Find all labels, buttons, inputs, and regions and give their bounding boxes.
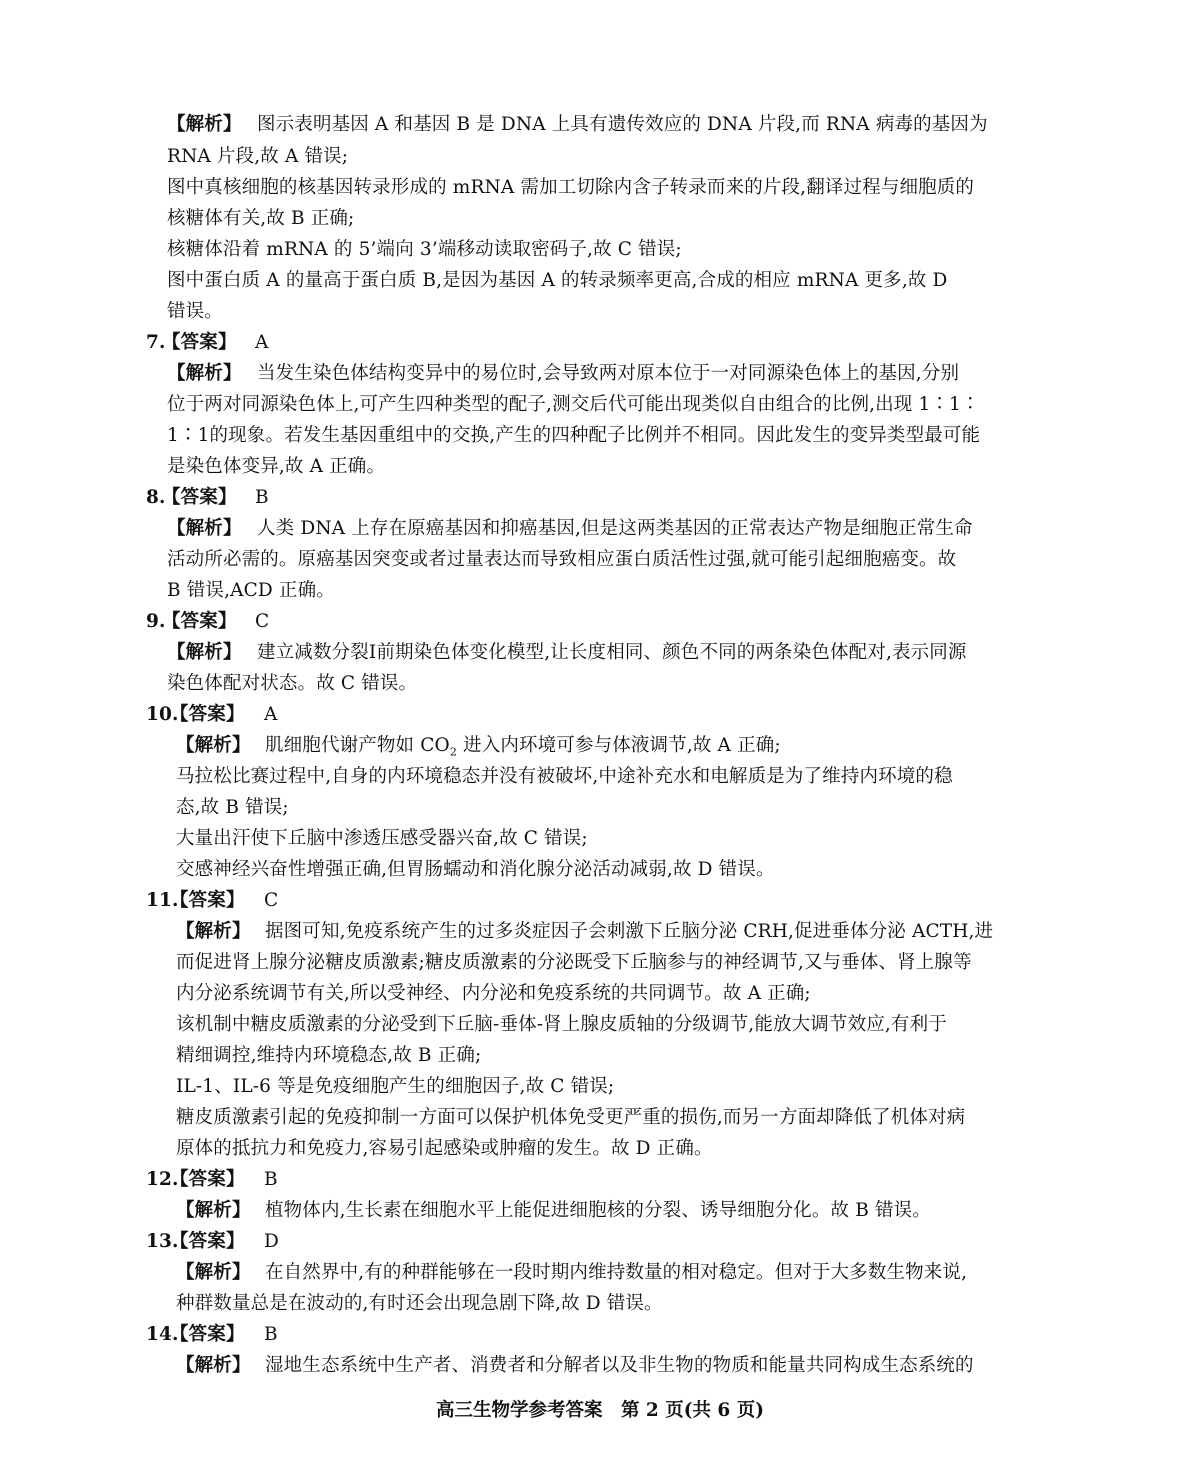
answer-label: 【答案】	[170, 704, 245, 725]
paragraph-line: 态,故 B 错误;	[176, 797, 289, 818]
analysis-label: 【解析】	[176, 921, 251, 942]
answer-label: 【答案】	[162, 487, 237, 508]
analysis-text: 当发生染色体结构变异中的易位时,会导致两对原本位于一对同源染色体上的基因,分别	[257, 363, 960, 384]
answer-label: 【答案】	[170, 890, 245, 911]
question-number: 7.	[146, 332, 166, 353]
answer-label: 【答案】	[170, 1169, 245, 1190]
answer-label: 【答案】	[170, 1324, 245, 1345]
analysis-label: 【解析】	[176, 1262, 251, 1283]
page-footer: 高三生物学参考答案 第 2 页(共 6 页)	[435, 1400, 764, 1421]
answer-value: C	[264, 890, 279, 911]
analysis-label: 【解析】	[167, 518, 242, 539]
paragraph-line: 内分泌系统调节有关,所以受神经、内分泌和免疫系统的共同调节。故 A 正确;	[176, 983, 811, 1004]
analysis-text: 人类 DNA 上存在原癌基因和抑癌基因,但是这两类基因的正常表达产物是细胞正常生命	[257, 518, 973, 539]
paragraph-line: 错误。	[167, 301, 223, 322]
answer-value: B	[264, 1169, 278, 1190]
question-number: 14.	[146, 1324, 179, 1345]
question-number: 9.	[146, 611, 166, 632]
paragraph-line: 图中蛋白质 A 的量高于蛋白质 B,是因为基因 A 的转录频率更高,合成的相应 mRNA 更多,故 D	[167, 270, 948, 291]
analysis-text: 建立减数分裂Ⅰ前期染色体变化模型,让长度相同、颜色不同的两条染色体配对,表示同源	[257, 642, 967, 663]
analysis-text: 图示表明基因 A 和基因 B 是 DNA 上具有遗传效应的 DNA 片段,而 RNA 病毒的基因为	[257, 114, 988, 135]
paragraph-line: 该机制中糖皮质激素的分泌受到下丘脑-垂体-肾上腺皮质轴的分级调节,能放大调节效应,有利于	[176, 1014, 947, 1035]
question-number: 10.	[146, 704, 179, 725]
paragraph-line: 1∶1的现象。若发生基因重组中的交换,产生的四种配子比例并不相同。因此发生的变异类型最可能	[167, 425, 981, 446]
paragraph-line: 活动所必需的。原癌基因突变或者过量表达而导致相应蛋白质活性过强,就可能引起细胞癌变。故	[167, 549, 957, 570]
answer-value: D	[264, 1231, 279, 1252]
analysis-label: 【解析】	[176, 735, 251, 756]
paragraph-line: 马拉松比赛过程中,自身的内环境稳态并没有被破坏,中途补充水和电解质是为了维持内环境的稳	[176, 766, 953, 787]
question-number: 8.	[146, 487, 166, 508]
paragraph-line: 种群数量总是在波动的,有时还会出现急剧下降,故 D 错误。	[176, 1293, 663, 1314]
paragraph-line: 图中真核细胞的核基因转录形成的 mRNA 需加工切除内含子转录而来的片段,翻译过程与细胞质的	[167, 177, 975, 198]
question-number: 11.	[146, 890, 179, 911]
paragraph-line: 精细调控,维持内环境稳态,故 B 正确;	[176, 1045, 482, 1066]
paragraph-line: 染色体配对状态。故 C 错误。	[167, 673, 418, 694]
paragraph-line: B 错误,ACD 正确。	[167, 580, 335, 601]
answer-label: 【答案】	[162, 332, 237, 353]
answer-value: C	[255, 611, 270, 632]
paragraph-line: 核糖体沿着 mRNA 的 5’端向 3’端移动读取密码子,故 C 错误;	[167, 239, 682, 260]
subscript: 2	[449, 745, 458, 759]
paragraph-line: 糖皮质激素引起的免疫抑制一方面可以保护机体免受更严重的损伤,而另一方面却降低了机体对病	[176, 1107, 966, 1128]
analysis-label: 【解析】	[167, 642, 242, 663]
paragraph-line: 而促进肾上腺分泌糖皮质激素;糖皮质激素的分泌既受下丘脑参与的神经调节,又与垂体、肾上腺等	[176, 952, 972, 973]
analysis-text: 肌细胞代谢产物如 $CO_2$ 进入内环境可参与体液调节,故 A 正确;	[265, 735, 781, 759]
paragraph-line: 核糖体有关,故 B 正确;	[167, 208, 355, 229]
answer-label: 【答案】	[162, 611, 237, 632]
answer-label: 【答案】	[170, 1231, 245, 1252]
paragraph-line: 交感神经兴奋性增强正确,但胃肠蠕动和消化腺分泌活动减弱,故 D 错误。	[176, 859, 775, 880]
paragraph-line: RNA 片段,故 A 错误;	[167, 146, 349, 167]
analysis-label: 【解析】	[176, 1355, 251, 1376]
paragraph-line: 是染色体变异,故 A 正确。	[167, 456, 386, 477]
analysis-text: 据图可知,免疫系统产生的过多炎症因子会刺激下丘脑分泌 CRH,促进垂体分泌 ACTH,进	[265, 921, 994, 942]
answer-value: B	[264, 1324, 278, 1345]
analysis-text: 植物体内,生长素在细胞水平上能促进细胞核的分裂、诱导细胞分化。故 B 错误。	[265, 1200, 931, 1221]
answer-value: B	[255, 487, 269, 508]
analysis-label: 【解析】	[167, 363, 242, 384]
analysis-text: 湿地生态系统中生产者、消费者和分解者以及非生物的物质和能量共同构成生态系统的	[265, 1355, 974, 1376]
analysis-label: 【解析】	[167, 114, 242, 135]
answer-value: A	[264, 704, 278, 725]
paragraph-line: 大量出汗使下丘脑中渗透压感受器兴奋,故 C 错误;	[176, 828, 588, 849]
answer-value: A	[255, 332, 269, 353]
question-number: 13.	[146, 1231, 179, 1252]
analysis-label: 【解析】	[176, 1200, 251, 1221]
analysis-text: 在自然界中,有的种群能够在一段时期内维持数量的相对稳定。但对于大多数生物来说,	[265, 1262, 968, 1283]
paragraph-line: 原体的抵抗力和免疫力,容易引起感染或肿瘤的发生。故 D 正确。	[176, 1138, 713, 1159]
paragraph-line: IL-1、IL-6 等是免疫细胞产生的细胞因子,故 C 错误;	[176, 1076, 615, 1097]
question-number: 12.	[146, 1169, 179, 1190]
paragraph-line: 位于两对同源染色体上,可产生四种类型的配子,测交后代可能出现类似自由组合的比例,出现 1∶1∶	[167, 394, 980, 415]
